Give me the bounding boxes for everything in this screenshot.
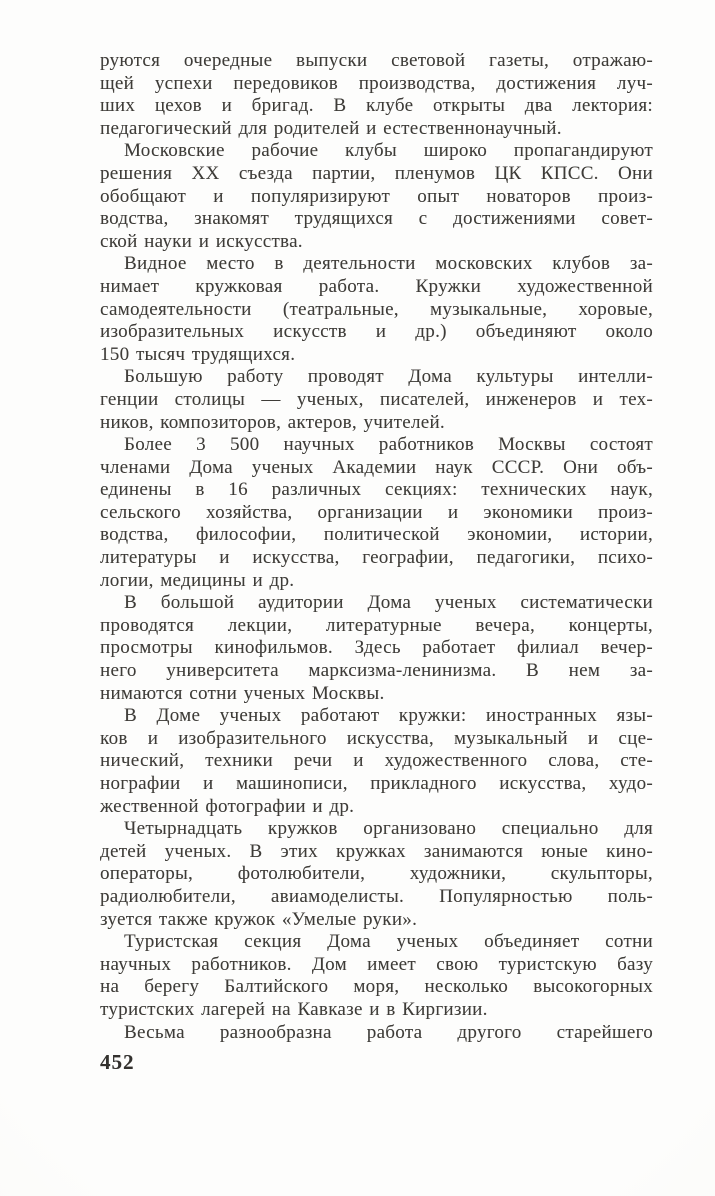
text-line: Туристская секция Дома ученых объединяет сотни [124, 931, 653, 953]
text-line: Весьма разнообразна работа другого старейшего [124, 1021, 653, 1043]
paragraph [100, 931, 653, 1021]
text-line: ской науки и искусства. [100, 230, 303, 252]
text-line: членами Дома ученых Академии наук СССР. Они объ- [100, 456, 653, 478]
text-line: проводятся лекции, литературные вечера, концерты, [100, 614, 653, 636]
text-line: Большую работу проводят Дома культуры интелли- [124, 366, 653, 388]
paragraph [100, 592, 653, 705]
text-line: литературы и искусства, географии, педагогики, психо- [100, 547, 653, 569]
text-line: щей успехи передовиков производства, достижения луч- [100, 72, 653, 94]
text-line: водства, знакомят трудящихся с достижениями совет- [100, 208, 653, 230]
text-line: решения XX съезда партии, пленумов ЦК КПСС. Они [100, 162, 653, 184]
text-line: логии, медицины и др. [100, 569, 295, 591]
paragraph [100, 253, 653, 366]
text-line: Видное место в деятельности московских клубов за- [124, 253, 653, 275]
text-line: Более 3 500 научных работников Москвы состоят [124, 434, 653, 456]
text-line: изобразительных искусств и др.) объединяют около [100, 321, 653, 343]
text-line: туристских лагерей на Кавказе и в Киргизии. [100, 998, 488, 1020]
text-line: Московские рабочие клубы широко пропагандируют [124, 140, 653, 162]
text-line: педагогический для родителей и естественнонаучный. [100, 117, 562, 139]
text-line: детей ученых. В этих кружках занимаются юные кино- [100, 840, 653, 862]
paragraph [100, 1022, 653, 1045]
text-line: на берегу Балтийского моря, несколько высокогорных [100, 976, 653, 998]
paragraph [100, 434, 653, 592]
paragraph [100, 818, 653, 931]
text-line: операторы, фотолюбители, художники, скульпторы, [100, 863, 653, 885]
page-text [100, 50, 653, 1044]
text-line: зуется также кружок «Умелые руки». [100, 908, 418, 930]
paragraph [100, 140, 653, 253]
text-line: нический, техники речи и художественного слова, сте- [100, 750, 653, 772]
paragraph [100, 705, 653, 818]
text-line: жественной фотографии и др. [100, 795, 355, 817]
text-line: научных работников. Дом имеет свою туристскую базу [100, 953, 653, 975]
text-line: руются очередные выпуски световой газеты, отражаю- [100, 50, 653, 71]
text-line: сельского хозяйства, организации и экономики произ- [100, 501, 653, 523]
text-line: ших цехов и бригад. В клубе открыты два лектория: [100, 95, 653, 117]
page-number: 452 [100, 1050, 135, 1074]
text-line: Четырнадцать кружков организовано специально для [124, 818, 653, 840]
text-line: нимаются сотни ученых Москвы. [100, 682, 385, 704]
text-line: обобщают и популяризируют опыт новаторов произ- [100, 185, 653, 207]
text-line: нимает кружковая работа. Кружки художественной [100, 275, 653, 297]
text-line: него университета марксизма-ленинизма. В нем за- [100, 660, 653, 682]
text-line: В Доме ученых работают кружки: иностранных язы- [124, 705, 653, 727]
text-line: В большой аудитории Дома ученых систематически [124, 592, 653, 614]
text-line: водства, философии, политической экономии, истории, [100, 524, 653, 546]
text-line: просмотры кинофильмов. Здесь работает филиал вечер- [100, 637, 653, 659]
text-line: единены в 16 различных секциях: технических наук, [100, 479, 653, 501]
text-line: нографии и машинописи, прикладного искусства, худо- [100, 773, 653, 794]
text-line: 150 тысяч трудящихся. [100, 343, 296, 365]
text-line: самодеятельности (театральные, музыкальные, хоровые, [100, 298, 653, 320]
text-line: ков и изобразительного искусства, музыкальный и сце- [100, 727, 653, 749]
text-line: радиолюбители, авиамоделисты. Популярностью поль- [100, 885, 653, 907]
text-line: ников, композиторов, актеров, учителей. [100, 411, 445, 433]
paragraph [100, 366, 653, 434]
text-line: генции столицы — ученых, писателей, инженеров и тех- [100, 388, 653, 410]
paragraph [100, 50, 653, 140]
